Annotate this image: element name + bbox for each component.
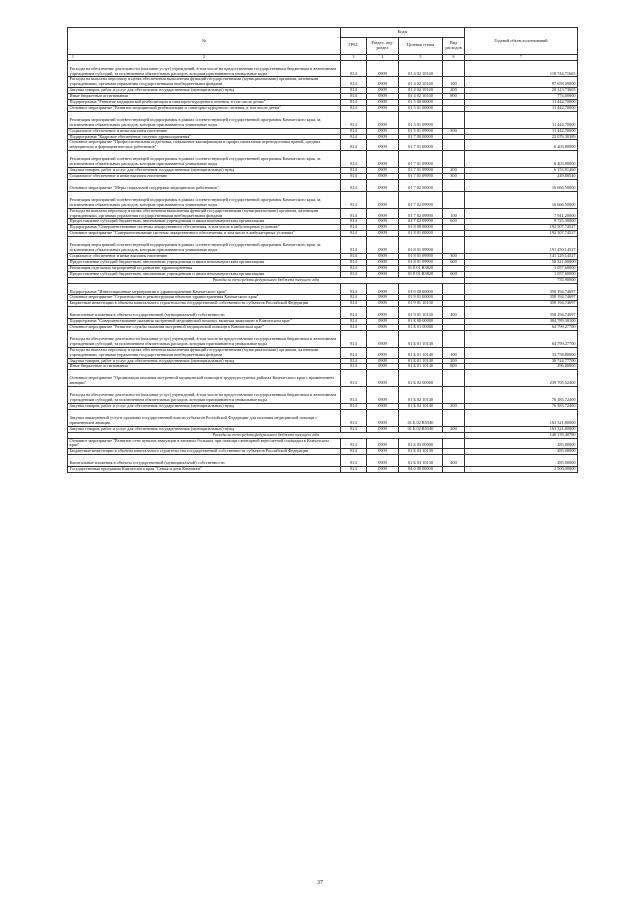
- row-sum: 358 194,74697: [465, 301, 578, 307]
- row-name: Капитальные вложения в объекты государственной (муниципальной) собственности: [68, 307, 341, 319]
- row-grbs: 814: [341, 168, 367, 174]
- row-target: 01 Б 01 10140: [399, 358, 443, 364]
- row-grbs: 814: [341, 271, 367, 277]
- row-section: 0909: [367, 438, 399, 449]
- row-target: 01 Б 02 10140: [399, 404, 443, 410]
- row-target: 01 8 01 09990: [399, 237, 443, 254]
- row-target: 01 Б 00 00000: [399, 319, 443, 325]
- row-sum: 64 799,27700: [465, 330, 578, 347]
- row-target: 01 Б 02 R5540: [399, 409, 443, 426]
- column-number-cell: [68, 55, 341, 61]
- row-target: 01 Б 01 00000: [399, 325, 443, 331]
- row-name: Расходы на выплаты персоналу в целях обеспечения выполнения функций государственными (муниципальными) органами, казенными учреждениями, органами управления государственными внебюджетными фондами: [68, 347, 341, 358]
- row-grbs: 814: [341, 449, 367, 455]
- row-grbs: 814: [341, 140, 367, 151]
- table-row: [68, 77, 578, 88]
- header-number: №: [68, 28, 341, 55]
- row-expense-type: 300: [443, 174, 465, 180]
- row-name: Расходы на выплаты персоналу в целях обеспечения выполнения функций государственными (муниципальными) органами, казенными учреждениями, органами управления государственными внебюджетными фондами: [68, 77, 341, 88]
- row-expense-type: [443, 140, 465, 151]
- row-name: Подпрограмма "Инвестиционные мероприятия в здравоохранении Камчатского края": [68, 283, 341, 295]
- row-target: 01 7 02 09990: [399, 208, 443, 219]
- row-name: Предоставление субсидий бюджетным, автономным учреждениям и иным некоммерческим организациям: [68, 259, 341, 265]
- row-expense-type: [443, 283, 465, 295]
- row-expense-type: 100: [443, 208, 465, 219]
- row-expense-type: [443, 387, 465, 404]
- row-grbs: 814: [341, 325, 367, 331]
- row-target: 01 9 01 10130: [399, 307, 443, 319]
- row-expense-type: [443, 60, 465, 77]
- row-sum: 11 442,70000: [465, 128, 578, 134]
- row-sum: 358 194,74697: [465, 283, 578, 295]
- row-section: 0909: [367, 449, 399, 455]
- column-number-cell: 6: [443, 55, 465, 61]
- row-sum: 16 666,50000: [465, 179, 578, 191]
- row-target: 01 Б 03 10130: [399, 455, 443, 467]
- row-sum: 33 758,80000: [465, 347, 578, 358]
- row-expense-type: 200: [443, 426, 465, 432]
- row-target: 01 7 02 00000: [399, 179, 443, 191]
- row-grbs: 814: [341, 174, 367, 180]
- row-section: 0909: [367, 319, 399, 325]
- row-grbs: 814: [341, 111, 367, 128]
- row-section: 0909: [367, 94, 399, 100]
- row-name: Социальное обеспечение и иные выплаты населению: [68, 128, 341, 134]
- table-row: [68, 151, 578, 168]
- row-name: Бюджетные инвестиции в объекты капитального строительства государственной собственности субъектов Российской Федерации: [68, 301, 341, 307]
- page-number: 37: [317, 880, 323, 886]
- row-sum: 163 321,80000: [465, 426, 578, 432]
- row-grbs: 814: [341, 295, 367, 301]
- row-section: 0909: [367, 191, 399, 208]
- header-expense-type: Вид расходов: [443, 37, 465, 54]
- table-row: [68, 467, 578, 473]
- row-name: Реализация мероприятий соответствующей подпрограммы в рамках соответствующей государственной программы Камчатского края, за исключением обязательных расходов, которым присваиваются уникальные коды: [68, 151, 341, 168]
- row-sum: 239 705,52400: [465, 370, 578, 387]
- row-grbs: 814: [341, 319, 367, 325]
- row-target: 01 8 01 09990: [399, 253, 443, 259]
- row-grbs: 814: [341, 128, 367, 134]
- row-sum: 358 194,74697: [465, 307, 578, 319]
- column-number-cell: 3: [341, 55, 367, 61]
- row-grbs: 814: [341, 219, 367, 225]
- row-target: 01 7 02 09990: [399, 191, 443, 208]
- row-expense-type: 800: [443, 94, 465, 100]
- row-section: 0909: [367, 105, 399, 111]
- row-sum: 23 076,30389: [465, 134, 578, 140]
- column-number-2: 2: [203, 55, 205, 59]
- row-grbs: 814: [341, 347, 367, 358]
- row-target: 01 5 01 09990: [399, 111, 443, 128]
- row-expense-type: [443, 467, 465, 473]
- row-expense-type: 400: [443, 455, 465, 467]
- row-name: Закупка авиационной услуги органами государственной власти субъектов Российской Федерации для оказания медицинской помощи с применением авиации: [68, 409, 341, 426]
- row-grbs: 814: [341, 105, 367, 111]
- row-name: Реализация мероприятий соответствующей подпрограммы в рамках соответствующей государственной программы Камчатского края, за исключением обязательных расходов, которым присваиваются уникальные коды: [68, 111, 341, 128]
- row-section: 0909: [367, 208, 399, 219]
- row-sum: 296,00000: [465, 364, 578, 370]
- row-target: 01 4 02 10140: [399, 60, 443, 77]
- row-grbs: 814: [341, 370, 367, 387]
- row-grbs: 814: [341, 404, 367, 410]
- row-expense-type: 300: [443, 253, 465, 259]
- row-name: Основное мероприятие "Развитие службы оказания экстренной медицинской помощи в Камчатском крае": [68, 325, 341, 331]
- row-section: 0909: [367, 231, 399, 237]
- row-target: 01 4 02 10140: [399, 88, 443, 94]
- row-section: 0909: [367, 128, 399, 134]
- row-section: 0909: [367, 259, 399, 265]
- row-expense-type: 600: [443, 259, 465, 265]
- row-sum: 20 313,73665: [465, 88, 578, 94]
- row-target: 01 7 00 00000: [399, 134, 443, 140]
- row-expense-type: 800: [443, 364, 465, 370]
- row-name: Предоставление субсидий бюджетным, автономным учреждениям и иным некоммерческим организациям: [68, 219, 341, 225]
- table-row: [68, 237, 578, 254]
- row-section: 0909: [367, 77, 399, 88]
- row-expense-type: 600: [443, 271, 465, 277]
- table-row: [68, 111, 578, 128]
- row-section: 0909: [367, 295, 399, 301]
- table-row: [68, 179, 578, 191]
- row-name: Закупка товаров, работ и услуг для обеспечения государственных (муниципальных) нужд: [68, 88, 341, 94]
- row-name: Капитальные вложения в объекты государственной (муниципальной) собственности: [68, 455, 341, 467]
- row-target: 01 8 01 R3820: [399, 271, 443, 277]
- column-number-cell: 7: [465, 55, 578, 61]
- column-number-cell: 4: [367, 55, 399, 61]
- row-target: 01 4 02 10140: [399, 77, 443, 88]
- table-row: [68, 455, 578, 467]
- row-section: 0909: [367, 455, 399, 467]
- row-grbs: 814: [341, 208, 367, 219]
- table-row: [68, 283, 578, 295]
- row-sum: 191 450,14527: [465, 237, 578, 254]
- row-target: 04 0 00 00000: [399, 467, 443, 473]
- row-name: Расходы на обеспечение деятельности (оказание услуг) учреждений, в том числе на предоставление государственным бюджетным и автономным учреждениям субсидий, за исключением обязательных расходов, которым присваиваются уникальные коды: [68, 387, 341, 404]
- row-section: 0909: [367, 168, 399, 174]
- row-sum: 285,00000: [465, 449, 578, 455]
- table-row: [68, 307, 578, 319]
- row-target: 01 Б 03 00000: [399, 438, 443, 449]
- row-sum: 1 057,60000: [465, 271, 578, 277]
- row-name: Предоставление субсидий бюджетным, автономным учреждениям и иным некоммерческим организациям: [68, 271, 341, 277]
- row-target: 01 7 01 00000: [399, 140, 443, 151]
- table-row: [68, 208, 578, 219]
- row-target: 01 8 01 00000: [399, 231, 443, 237]
- row-name: Иные бюджетные ассигнования: [68, 94, 341, 100]
- budget-table: [67, 27, 578, 473]
- row-name: Расходы на обеспечение деятельности (оказание услуг) учреждений, в том числе на предоставление государственным бюджетным и автономным учреждениям субсидий, за исключением обязательных расходов, которым присваиваются уникальные коды: [68, 60, 341, 77]
- row-section: 0909: [367, 271, 399, 277]
- row-sum: 118 744,71665: [465, 60, 578, 77]
- row-section: 0909: [367, 409, 399, 426]
- table-row: [68, 330, 578, 347]
- header-annual: Годовой объем ассигнований: [465, 28, 578, 55]
- row-section: 0909: [367, 347, 399, 358]
- row-expense-type: 200: [443, 404, 465, 410]
- table-row: [68, 191, 578, 208]
- row-grbs: 814: [341, 307, 367, 319]
- row-sum: 11 442,70000: [465, 100, 578, 106]
- row-section: 0909: [367, 325, 399, 331]
- table-row: [68, 387, 578, 404]
- row-expense-type: [443, 330, 465, 347]
- row-section: 0909: [367, 364, 399, 370]
- row-expense-type: [443, 151, 465, 168]
- table-row: [68, 370, 578, 387]
- row-section: 0909: [367, 283, 399, 295]
- row-grbs: 814: [341, 364, 367, 370]
- row-name: Государственная программа Камчатского края "Семья и дети Камчатки": [68, 467, 341, 473]
- row-expense-type: 200: [443, 168, 465, 174]
- row-expense-type: 600: [443, 219, 465, 225]
- row-target: 01 8 01 09990: [399, 259, 443, 265]
- row-name: Закупка товаров, работ и услуг для обеспечения государственных (муниципальных) нужд: [68, 426, 341, 432]
- row-grbs: 814: [341, 330, 367, 347]
- row-section: 0909: [367, 467, 399, 473]
- row-grbs: 814: [341, 426, 367, 432]
- row-grbs: 814: [341, 237, 367, 254]
- row-sum: 16 666,50000: [465, 191, 578, 208]
- row-sum: 249,88540: [465, 174, 578, 180]
- row-name: Закупка товаров, работ и услуг для обеспечения государственных (муниципальных) нужд: [68, 404, 341, 410]
- row-name: Основное мероприятие "Строительство и реконструкция объектов здравоохранения Камчатского края": [68, 295, 341, 301]
- header-codes: Коды: [341, 28, 465, 38]
- row-section: 0909: [367, 370, 399, 387]
- row-sum: 11 442,70000: [465, 111, 578, 128]
- row-grbs: 814: [341, 301, 367, 307]
- row-target: 01 7 01 09990: [399, 168, 443, 174]
- row-grbs: 814: [341, 191, 367, 208]
- row-target: 01 Б 03 10130: [399, 449, 443, 455]
- row-sum: 285,00000: [465, 455, 578, 467]
- row-section: 0909: [367, 307, 399, 319]
- row-section: 0909: [367, 140, 399, 151]
- row-name: Основное мероприятие "Профессиональная подготовка, повышение квалификации и профессиональная переподготовка врачей, средних медицинских и фармацевтических работников": [68, 140, 341, 151]
- row-name: Основное мероприятие "Совершенствование системы лекарственного обеспечения, в том числе в амбулаторных условиях": [68, 231, 341, 237]
- row-section: 0909: [367, 404, 399, 410]
- row-name: Реализация мероприятий соответствующей подпрограммы в рамках соответствующей государственной программы Камчатского края, за исключением обязательных расходов, которым присваиваются уникальные коды: [68, 237, 341, 254]
- row-name: Основное мероприятие "Меры социальной поддержки медицинских работников": [68, 179, 341, 191]
- row-name: Реализация мероприятий соответствующей подпрограммы в рамках соответствующей государственной программы Камчатского края, за исключением обязательных расходов, которым присваиваются уникальные коды: [68, 191, 341, 208]
- row-grbs: 814: [341, 455, 367, 467]
- table-row: [68, 140, 578, 151]
- note-sum: 735,90000: [465, 277, 578, 283]
- row-grbs: 814: [341, 134, 367, 140]
- row-expense-type: [443, 438, 465, 449]
- row-sum: 30 744,77700: [465, 358, 578, 364]
- row-target: 01 Б 02 00000: [399, 370, 443, 387]
- row-sum: 774,00000: [465, 94, 578, 100]
- row-section: 0909: [367, 387, 399, 404]
- row-grbs: 814: [341, 231, 367, 237]
- row-expense-type: [443, 409, 465, 426]
- row-grbs: 814: [341, 225, 367, 231]
- header-grbs: ГРБС: [341, 37, 367, 54]
- table-row: [68, 409, 578, 426]
- row-name: Социальное обеспечение и иные выплаты населению: [68, 253, 341, 259]
- row-target: 01 9 01 10130: [399, 301, 443, 307]
- row-grbs: 814: [341, 467, 367, 473]
- row-grbs: 814: [341, 94, 367, 100]
- row-expense-type: [443, 191, 465, 208]
- row-name: Основное мероприятие "Развитие сети пунктов эвакуации в таежных больших при помощи санитарной вертолетной площадки в Камчатском крае": [68, 438, 341, 449]
- row-name: Подпрограмма "Совершенствование оказания экстренной медицинской помощи, включая эвакуацию в Камчатском крае": [68, 319, 341, 325]
- row-sum: 76 383,72400: [465, 387, 578, 404]
- note-text: Расходы за счет средств федерального бюджета текущего года: [68, 277, 465, 283]
- table-row: [68, 60, 578, 77]
- row-target: 01 5 00 00000: [399, 100, 443, 106]
- row-section: 0909: [367, 358, 399, 364]
- row-name: Бюджетные инвестиции в объекты капитального строительства государственной собственности субъектов Российской Федерации: [68, 449, 341, 455]
- row-section: 0909: [367, 134, 399, 140]
- row-section: 0909: [367, 60, 399, 77]
- row-section: 0909: [367, 151, 399, 168]
- row-grbs: 814: [341, 60, 367, 77]
- row-expense-type: [443, 237, 465, 254]
- row-sum: 141 129,14527: [465, 253, 578, 259]
- note-text: Расходы за счет средств федерального бюджета текущего года: [68, 432, 465, 438]
- row-expense-type: [443, 179, 465, 191]
- row-section: 0909: [367, 426, 399, 432]
- row-section: 0909: [367, 88, 399, 94]
- table-body: [68, 60, 578, 472]
- row-sum: 2 500,00000: [465, 467, 578, 473]
- header-target: Целевая статья: [399, 37, 443, 54]
- table-header-row: [68, 28, 578, 38]
- row-target: 01 Б 01 10140: [399, 347, 443, 358]
- row-sum: 76 383,72400: [465, 404, 578, 410]
- table-row: [68, 438, 578, 449]
- header-section: Раздел, под-раздел: [367, 37, 399, 54]
- row-section: 0909: [367, 237, 399, 254]
- row-expense-type: 200: [443, 358, 465, 364]
- row-target: 01 7 02 09990: [399, 219, 443, 225]
- row-sum: 358 194,74697: [465, 295, 578, 301]
- row-section: 0909: [367, 330, 399, 347]
- row-target: 01 7 01 09990: [399, 151, 443, 168]
- row-grbs: 814: [341, 259, 367, 265]
- row-sum: 304 789,38100: [465, 319, 578, 325]
- row-sum: 6 153,91460: [465, 168, 578, 174]
- row-section: 0909: [367, 179, 399, 191]
- row-grbs: 814: [341, 88, 367, 94]
- row-sum: 8 725,30000: [465, 219, 578, 225]
- row-grbs: 814: [341, 100, 367, 106]
- row-name: Социальное обеспечение и иные выплаты населению: [68, 174, 341, 180]
- row-sum: 50 321,00000: [465, 259, 578, 265]
- row-target: 01 8 01 R3820: [399, 265, 443, 271]
- row-expense-type: 100: [443, 77, 465, 88]
- row-grbs: 814: [341, 358, 367, 364]
- row-section: 0909: [367, 174, 399, 180]
- row-name: Основное мероприятие "Развитие медицинской реабилитации и санаторно-курортного лечения, в том числе детям": [68, 105, 341, 111]
- column-number-1: 1: [72, 55, 74, 59]
- row-target: 01 5 01 00000: [399, 105, 443, 111]
- row-expense-type: 200: [443, 88, 465, 94]
- row-sum: 192 507,74527: [465, 231, 578, 237]
- table-row: [68, 347, 578, 358]
- row-target: 01 9 00 00000: [399, 283, 443, 295]
- row-grbs: 814: [341, 265, 367, 271]
- row-sum: 11 442,70000: [465, 105, 578, 111]
- row-grbs: 814: [341, 387, 367, 404]
- row-target: 01 7 01 09990: [399, 174, 443, 180]
- row-section: 0909: [367, 265, 399, 271]
- budget-table-sheet: [67, 27, 577, 473]
- row-expense-type: [443, 370, 465, 387]
- row-sum: 7 941,20000: [465, 208, 578, 219]
- row-name: Расходы на обеспечение деятельности (оказание услуг) учреждений, в том числе на предоставление государственным бюджетным и автономным учреждениям субсидий, за исключением обязательных расходов, которым присваиваются уникальные коды: [68, 330, 341, 347]
- row-target: 01 5 01 09990: [399, 128, 443, 134]
- row-name: Подпрограмма "Совершенствование системы лекарственного обеспечения, в том числе в амбулаторных условиях": [68, 225, 341, 231]
- row-target: 01 Б 02 R5540: [399, 426, 443, 432]
- note-sum: 148 139,40780: [465, 432, 578, 438]
- row-expense-type: [443, 111, 465, 128]
- row-grbs: 814: [341, 253, 367, 259]
- row-target: 01 4 02 10140: [399, 94, 443, 100]
- row-name: Подпрограмма "Развитие медицинской реабилитации и санаторно-курортного лечения, в том числе детям": [68, 100, 341, 106]
- row-grbs: 814: [341, 77, 367, 88]
- row-sum: 285,00000: [465, 438, 578, 449]
- row-target: 01 9 01 00000: [399, 295, 443, 301]
- row-grbs: 814: [341, 409, 367, 426]
- row-sum: 6 403,80000: [465, 151, 578, 168]
- row-section: 0909: [367, 253, 399, 259]
- row-sum: 163 321,80000: [465, 409, 578, 426]
- row-name: Закупка товаров, работ и услуг для обеспечения государственных (муниципальных) нужд: [68, 168, 341, 174]
- row-name: Реализация отдельных мероприятий по развитию здравоохранения: [68, 265, 341, 271]
- row-section: 0909: [367, 111, 399, 128]
- row-target: 01 8 00 00000: [399, 225, 443, 231]
- row-grbs: 814: [341, 179, 367, 191]
- row-expense-type: 400: [443, 307, 465, 319]
- row-section: 0909: [367, 100, 399, 106]
- row-expense-type: 100: [443, 347, 465, 358]
- row-sum: 64 799,27700: [465, 325, 578, 331]
- row-name: Расходы на выплаты персоналу в целях обеспечения выполнения функций государственными (муниципальными) органами, казенными учреждениями, органами управления государственными внебюджетными фондами: [68, 208, 341, 219]
- row-target: 01 Б 02 10140: [399, 387, 443, 404]
- row-section: 0909: [367, 301, 399, 307]
- row-name: Основное мероприятие "Организация оказания экстренной медицинской помощи в труднодоступных районах Камчатского края с применением авиации": [68, 370, 341, 387]
- row-section: 0909: [367, 219, 399, 225]
- row-expense-type: 300: [443, 128, 465, 134]
- row-target: 01 Б 01 10140: [399, 330, 443, 347]
- row-name: Подпрограмма "Кадровое обеспечение системы здравоохранения": [68, 134, 341, 140]
- row-sum: 97 658,09000: [465, 77, 578, 88]
- row-grbs: 814: [341, 283, 367, 295]
- row-name: Иные бюджетные ассигнования: [68, 364, 341, 370]
- row-sum: 6 403,80000: [465, 140, 578, 151]
- row-name: Закупка товаров, работ и услуг для обеспечения государственных (муниципальных) нужд: [68, 358, 341, 364]
- row-section: 0909: [367, 225, 399, 231]
- row-sum: 1 057,60000: [465, 265, 578, 271]
- row-sum: 192 507,74527: [465, 225, 578, 231]
- row-target: 01 Б 01 10140: [399, 364, 443, 370]
- row-grbs: 814: [341, 151, 367, 168]
- row-grbs: 814: [341, 438, 367, 449]
- column-number-cell: 5: [399, 55, 443, 61]
